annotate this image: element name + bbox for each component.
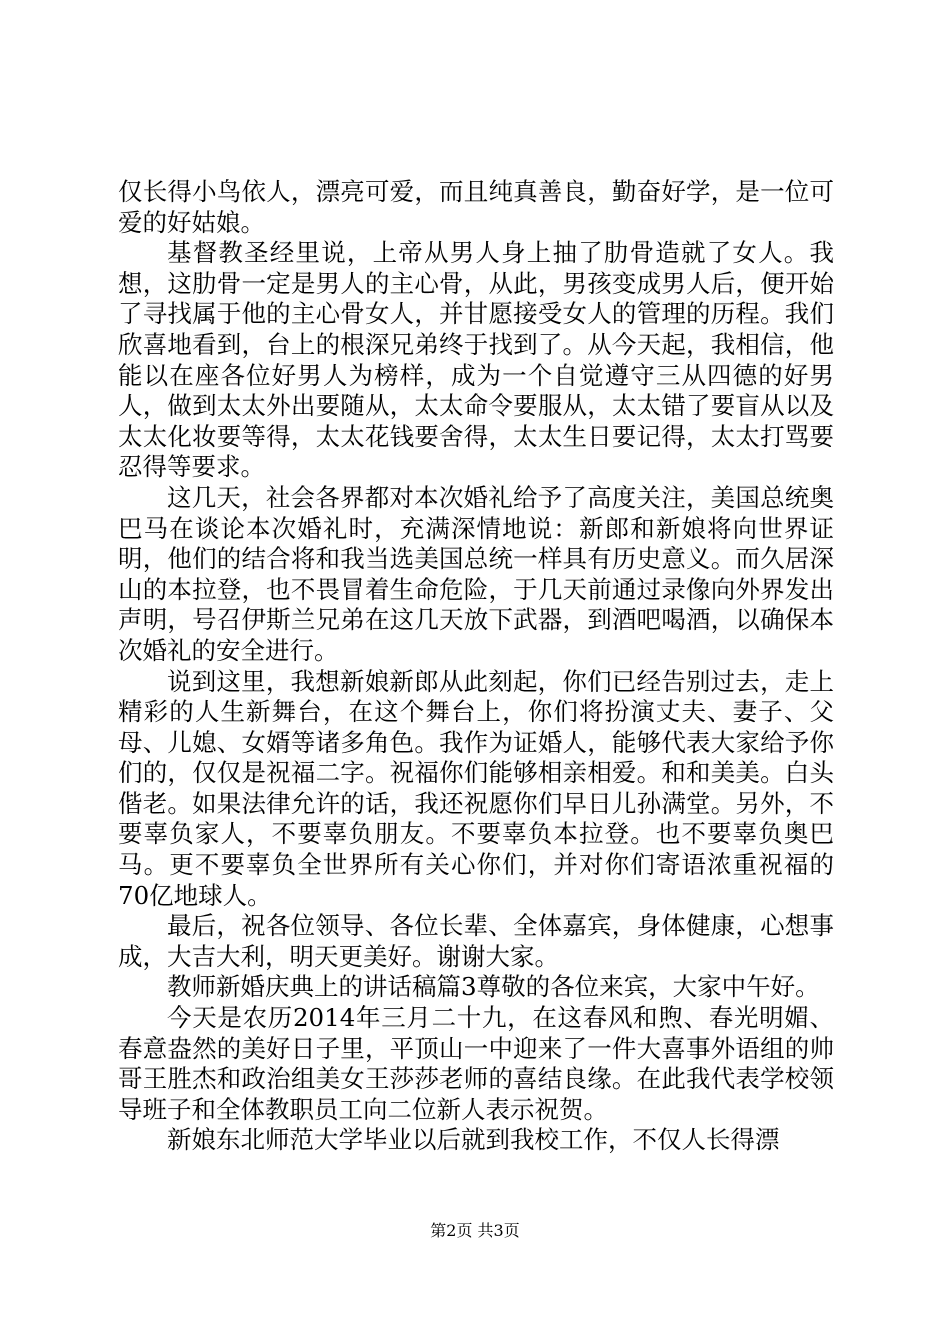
- page-number-footer: 第2页 共3页: [430, 1221, 520, 1240]
- paragraph-1: 仅长得小鸟依人，漂亮可爱，而且纯真善良，勤奋好学，是一位可爱的好姑娘。: [118, 177, 834, 237]
- paragraph-4: 说到这里，我想新娘新郎从此刻起，你们已经告别过去，走上精彩的人生新舞台，在这个舞台上，你们将扮演丈夫、妻子、父母、儿媳、女婿等诸多角色。我作为证婚人，能够代表大家给予你们的，仅仅是祝福二字。祝福你们能够相亲相爱。和和美美。白头偕老。如果法律允许的话，我还祝愿你们早日儿孙满堂。另外，不要辜负家人，不要辜负朋友。不要辜负本拉登。也不要辜负奥巴马。更不要辜负全世界所有关心你们，并对你们寄语浓重祝福的70亿地球人。: [118, 666, 834, 910]
- paragraph-5: 最后，祝各位领导、各位长辈、全体嘉宾，身体健康，心想事成，大吉大利，明天更美好。谢谢大家。: [118, 911, 834, 971]
- paragraph-3: 这几天，社会各界都对本次婚礼给予了高度关注，美国总统奥巴马在谈论本次婚礼时，充满深情地说：新郎和新娘将向世界证明，他们的结合将和我当选美国总统一样具有历史意义。而久居深山的本拉登，也不畏冒着生命危险，于几天前通过录像向外界发出声明，号召伊斯兰兄弟在这几天放下武器，到酒吧喝酒，以确保本次婚礼的安全进行。: [118, 482, 834, 665]
- paragraph-2: 基督教圣经里说，上帝从男人身上抽了肋骨造就了女人。我想，这肋骨一定是男人的主心骨，从此，男孩变成男人后，便开始了寻找属于他的主心骨女人，并甘愿接受女人的管理的历程。我们欣喜地看到，台上的根深兄弟终于找到了。从今天起，我相信，他能以在座各位好男人为榜样，成为一个自觉遵守三从四德的好男人，做到太太外出要随从，太太命令要服从，太太错了要盲从以及太太化妆要等得，太太花钱要舍得，太太生日要记得，太太打骂要忍得等要求。: [118, 238, 834, 482]
- document-body: [118, 177, 834, 1156]
- paragraph-8: 新娘东北师范大学毕业以后就到我校工作，不仅人长得漂: [167, 1125, 780, 1155]
- paragraph-7: 今天是农历2014年三月二十九，在这春风和煦、春光明媚、春意盎然的美好日子里，平顶山一中迎来了一件大喜事外语组的帅哥王胜杰和政治组美女王莎莎老师的喜结良缘。在此我代表学校领导班子和全体教职员工向二位新人表示祝贺。: [118, 1003, 834, 1124]
- paragraph-6: 教师新婚庆典上的讲话稿篇3尊敬的各位来宾，大家中午好。: [167, 972, 820, 1002]
